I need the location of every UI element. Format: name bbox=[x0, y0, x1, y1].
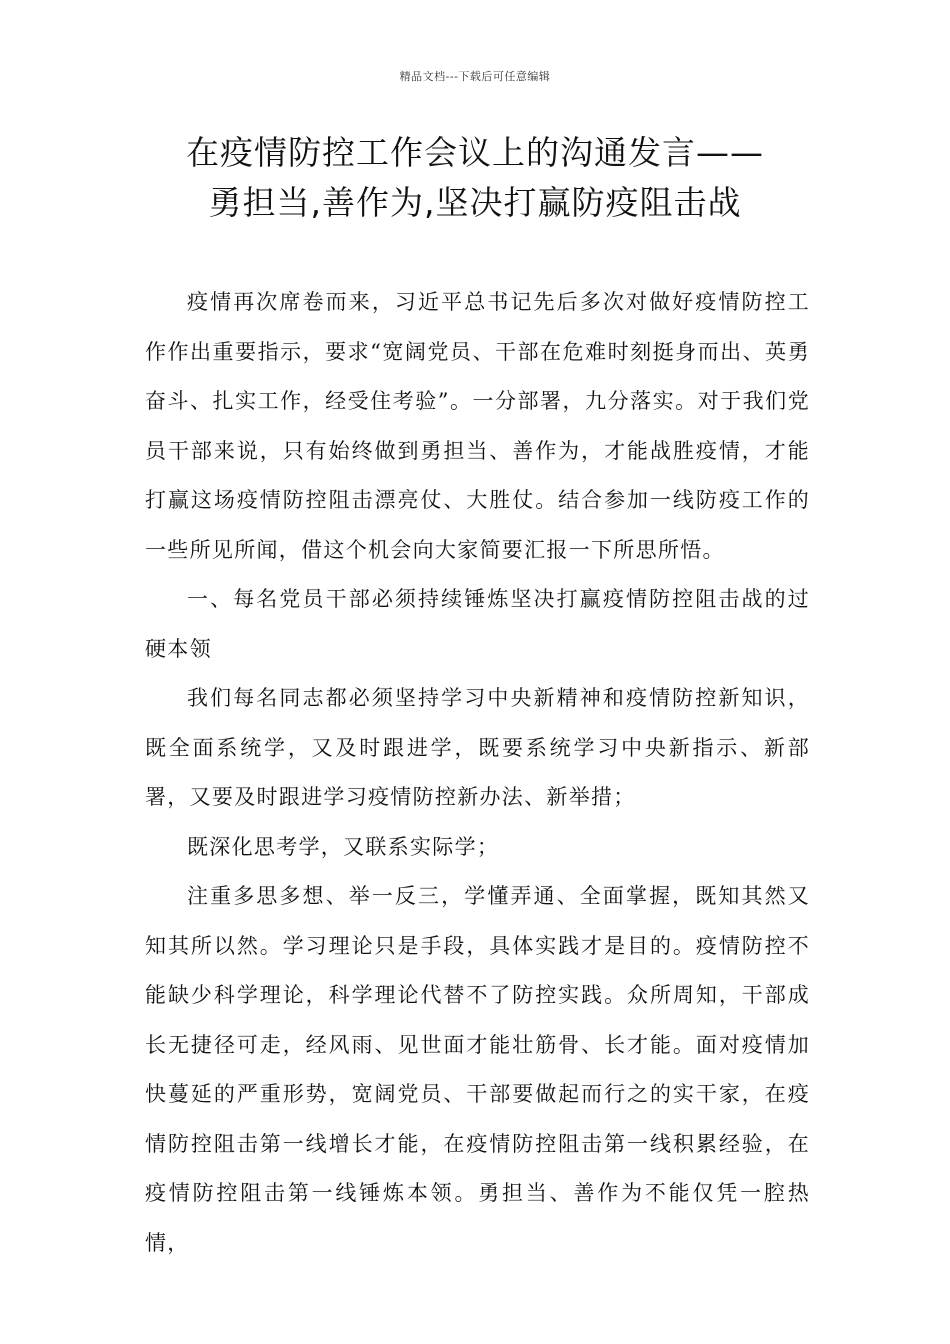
header-note: 精品文档---下载后可任意编辑 bbox=[399, 70, 551, 83]
title-line-2: 勇担当,善作为,坚决打赢防疫阻击战 bbox=[208, 183, 742, 222]
paragraph-think: 既深化思考学，又联系实际学； bbox=[187, 834, 500, 859]
paragraph-practice: 注重多思多想、举一反三，学懂弄通、全面掌握，既知其然又知其所以然。学习理论只是手段，具体实践才是目的。疫情防控不能缺少科学理论，科学理论代替不了防控实践。众所周知，干部成长无捷径可走，经风雨、见世面才能壮筋骨、长才能。面对疫情加快蔓延的严重形势，宽阔党员、干部要做起而行之的实干家，在疫情防控阻击第一线增长才能，在疫情防控阻击第一线积累经验，在疫情防控阻击第一线锤炼本领。勇担当、善作为不能仅凭一腔热情， bbox=[145, 884, 810, 1255]
paragraph-study: 我们每名同志都必须坚持学习中央新精神和疫情防控新知识，既全面系统学，又及时跟进学，既要系统学习中央新指示、新部署，又要及时跟进学习疫情防控新办法、新举措； bbox=[145, 686, 810, 809]
title-line-1: 在疫情防控工作会议上的沟通发言—— bbox=[186, 133, 764, 172]
paragraph-section-heading: 一、每名党员干部必须持续锤炼坚决打赢疫情防控阻击战的过硬本领 bbox=[145, 587, 810, 661]
document-title bbox=[90, 128, 860, 228]
paragraph-intro: 疫情再次席卷而来，习近平总书记先后多次对做好疫情防控工作作出重要指示，要求“宽阔党员、干部在危难时刻挺身而出、英勇奋斗、扎实工作，经受住考验”。一分部署，九分落实。对于我们党员干部来说，只有始终做到勇担当、善作为，才能战胜疫情，才能打赢这场疫情防控阻击漂亮仗、大胜仗。结合参加一线防疫工作的一些所见所闻，借这个机会向大家简要汇报一下所思所悟。 bbox=[145, 290, 810, 562]
document-body bbox=[145, 278, 810, 1268]
